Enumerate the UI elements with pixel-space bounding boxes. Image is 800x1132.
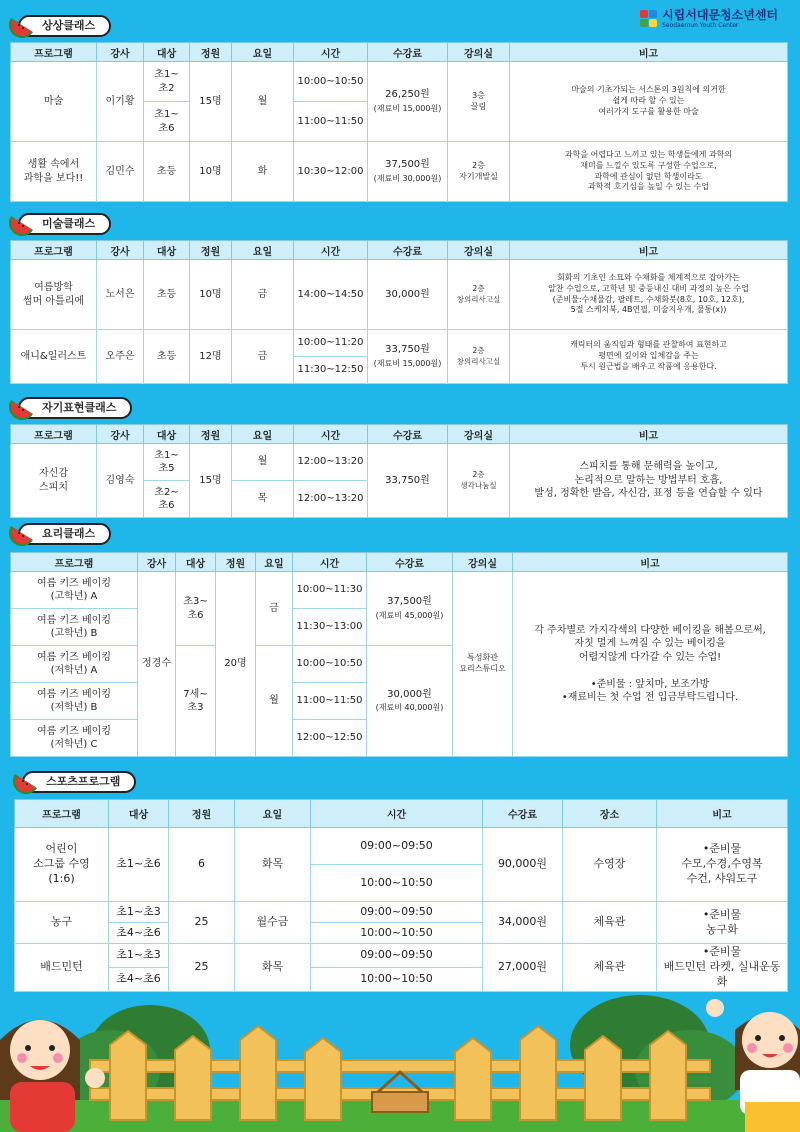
fee-amount: 30,000원 <box>385 288 430 300</box>
time-cell: 12:00~12:50 <box>293 720 367 757</box>
header-cell: 프로그램 <box>11 43 97 62</box>
fee-amount: 33,750원 <box>385 474 430 486</box>
section-title: 스포츠프로그램 <box>22 771 136 793</box>
day-cell: 금 <box>256 572 293 646</box>
header-cell: 요일 <box>232 241 294 260</box>
place-cell: 수영장 <box>563 828 657 902</box>
picnic-basket-icon <box>372 1072 428 1112</box>
note-cell: •준비물 농구화 <box>657 902 788 944</box>
target-cell: 초1~ 초5 <box>144 444 190 481</box>
header-cell: 프로그램 <box>11 241 97 260</box>
note-cell: 회화의 기초인 소묘와 수채화를 체계적으로 잡아가는 알찬 수업으로, 고학년 및 중등내신 대비 과정의 높은 수업 (준비물:수채물감, 팔레트, 수채화붓(8호, 10호, 12호), 5절 스케치북, 4B연필, 미술지우개, 물통(x)) <box>510 260 788 330</box>
art-table <box>10 240 788 384</box>
target-cell: 초등 <box>144 142 190 202</box>
time-cell: 09:00~09:50 <box>311 902 483 923</box>
logo-english: Seodaemun Youth Center <box>662 22 739 29</box>
watermelon-icon <box>8 520 36 548</box>
capacity-cell: 10명 <box>190 260 232 330</box>
fee-cell: 90,000원 <box>483 828 563 902</box>
target-cell: 초1~ 초2 <box>144 62 190 102</box>
header-cell: 요일 <box>235 800 311 828</box>
time-cell: 10:00~10:50 <box>311 923 483 944</box>
header-cell: 정원 <box>216 553 256 572</box>
fee-note: (재료비 15,000원) <box>373 358 442 368</box>
table-header-row <box>11 241 788 260</box>
fee-cell <box>368 260 448 330</box>
time-cell: 11:30~13:00 <box>293 609 367 646</box>
program-cell: 마술 <box>11 62 97 142</box>
header-cell: 시간 <box>311 800 483 828</box>
section-title: 요리클래스 <box>18 523 111 545</box>
sports-table <box>14 799 788 992</box>
day-cell: 목 <box>232 481 294 518</box>
day-cell: 월 <box>232 62 294 142</box>
section-label-sangsang <box>8 16 111 36</box>
header-cell: 강의실 <box>448 241 510 260</box>
table-row <box>11 62 788 102</box>
time-cell: 11:30~12:50 <box>294 357 368 384</box>
target-cell: 초1~초3 <box>109 902 169 923</box>
target-cell: 초2~ 초6 <box>144 481 190 518</box>
watermelon-icon <box>12 768 40 796</box>
room-cell: 3층 끌림 <box>448 62 510 142</box>
time-cell: 10:00~11:20 <box>294 330 368 357</box>
header-cell: 시간 <box>294 425 368 444</box>
header-cell: 비고 <box>657 800 788 828</box>
header-cell: 대상 <box>144 241 190 260</box>
time-cell: 10:00~10:50 <box>294 62 368 102</box>
header-cell: 대상 <box>109 800 169 828</box>
header-cell: 강사 <box>97 425 144 444</box>
note-cell: •준비물 배드민턴 라켓, 실내운동화 <box>657 944 788 992</box>
header-cell: 요일 <box>256 553 293 572</box>
program-cell: 배드민턴 <box>15 944 109 992</box>
header-cell: 시간 <box>294 241 368 260</box>
table-header-row <box>11 43 788 62</box>
header-cell: 대상 <box>176 553 216 572</box>
capacity-cell: 15명 <box>190 62 232 142</box>
header-cell: 대상 <box>144 43 190 62</box>
teacher-cell: 김민수 <box>97 142 144 202</box>
section-label-expression <box>8 398 132 418</box>
header-cell: 시간 <box>293 553 367 572</box>
room-cell: 2층 창의리사고실 <box>448 330 510 384</box>
table-row <box>11 444 788 481</box>
header-cell: 요일 <box>232 425 294 444</box>
time-cell: 10:00~10:50 <box>311 967 483 991</box>
header-cell: 정원 <box>169 800 235 828</box>
header-cell: 강의실 <box>453 553 513 572</box>
time-cell: 11:00~11:50 <box>293 683 367 720</box>
day-cell: 화 <box>232 142 294 202</box>
note-cell: 스피치를 통해 문해력을 높이고, 논리적으로 말하는 방법부터 호흡, 발성, 정확한 발음, 자신감, 표정 등을 연습할 수 있다 <box>510 444 788 518</box>
program-cell: 어린이 소그룹 수영 (1:6) <box>15 828 109 902</box>
table-row <box>11 260 788 330</box>
program-cell: 여름 키즈 베이킹 (저학년) B <box>11 683 138 720</box>
fee-cell <box>368 444 448 518</box>
fee-cell: 27,000원 <box>483 944 563 992</box>
capacity-cell: 25 <box>169 944 235 992</box>
target-cell: 초4~초6 <box>109 923 169 944</box>
day-cell: 금 <box>232 260 294 330</box>
teacher-cell: 노서은 <box>97 260 144 330</box>
logo-mark-icon <box>640 10 658 28</box>
table-row <box>15 828 788 865</box>
day-cell: 월 <box>256 646 293 757</box>
header-cell: 강의실 <box>448 43 510 62</box>
header-cell: 프로그램 <box>11 425 97 444</box>
program-cell: 여름 키즈 베이킹 (고학년) A <box>11 572 138 609</box>
fee-amount: 26,250원 <box>385 89 430 100</box>
section-label-sports <box>12 772 136 792</box>
day-cell: 월 <box>232 444 294 481</box>
header-cell: 프로그램 <box>15 800 109 828</box>
teacher-cell: 김영숙 <box>97 444 144 518</box>
time-cell: 09:00~09:50 <box>311 944 483 968</box>
fee-cell <box>368 62 448 142</box>
capacity-cell: 12명 <box>190 330 232 384</box>
fee-note: (재료비 30,000원) <box>373 173 442 183</box>
target-cell: 초1~초3 <box>109 944 169 968</box>
day-cell: 화목 <box>235 944 311 992</box>
header-cell: 대상 <box>144 425 190 444</box>
section-label-cooking <box>8 524 111 544</box>
watermelon-icon <box>8 12 36 40</box>
center-logo <box>640 4 778 34</box>
header-cell: 수강료 <box>368 425 448 444</box>
program-cell: 자신감 스피치 <box>11 444 97 518</box>
note-cell: 각 주차별로 가지각색의 다양한 베이킹을 해봄으로써, 자칫 멀게 느껴질 수 있는 베이킹을 어렵지않게 다가갈 수 있는 수업! •준비물 : 앞치마, 보조가방 •재료비는 첫 수업 전 입금부탁드립니다. <box>513 572 788 757</box>
note-cell: 과학을 어렵다고 느끼고 있는 학생들에게 과학의 재미를 느낄수 있도록 구성한 수업으로, 과학에 관심이 없던 학생이라도 과학적 호기심을 높일 수 있는 수업 <box>510 142 788 202</box>
fee-note: (재료비 45,000원) <box>375 610 444 620</box>
section-label-art <box>8 214 111 234</box>
logo-name: 시립서대문청소년센터 <box>662 8 778 22</box>
section-title: 미술클래스 <box>18 213 111 235</box>
header-cell: 수강료 <box>368 43 448 62</box>
capacity-cell: 15명 <box>190 444 232 518</box>
fee-amount: 37,500원 <box>387 596 432 607</box>
fee-note: (재료비 15,000원) <box>373 103 442 113</box>
day-cell: 월수금 <box>235 902 311 944</box>
table-row <box>11 142 788 202</box>
teacher-cell: 정경수 <box>138 572 176 757</box>
fee-cell <box>367 572 453 646</box>
target-cell: 초등 <box>144 260 190 330</box>
table-row <box>11 330 788 357</box>
target-cell: 초1~초6 <box>109 828 169 902</box>
room-cell: 2층 자기개발실 <box>448 142 510 202</box>
table-row <box>11 572 788 609</box>
target-cell: 초4~초6 <box>109 967 169 991</box>
fee-amount: 37,500원 <box>385 159 430 170</box>
playground-illustration <box>0 990 800 1132</box>
program-cell: 농구 <box>15 902 109 944</box>
program-cell: 여름방학 썸머 아틀리에 <box>11 260 97 330</box>
time-cell: 11:00~11:50 <box>294 102 368 142</box>
program-cell: 여름 키즈 베이킹 (고학년) B <box>11 609 138 646</box>
note-cell: 캐릭터의 움직임과 형태를 관찰하여 표현하고 평면에 깊이와 입체감을 주는 투시 원근법을 배우고 작품에 응용한다. <box>510 330 788 384</box>
fee-note: (재료비 40,000원) <box>375 703 444 712</box>
room-cell: 2층 생각나눔실 <box>448 444 510 518</box>
table-row <box>15 902 788 923</box>
teacher-cell: 오주은 <box>97 330 144 384</box>
header-cell: 강사 <box>138 553 176 572</box>
header-cell: 장소 <box>563 800 657 828</box>
fee-amount: 30,000원 <box>387 688 432 700</box>
teacher-cell: 이기황 <box>97 62 144 142</box>
program-cell: 여름 키즈 베이킹 (저학년) A <box>11 646 138 683</box>
header-cell: 비고 <box>513 553 788 572</box>
time-cell: 10:00~10:50 <box>293 646 367 683</box>
expression-table <box>10 424 788 518</box>
note-cell: •준비물 수모,수경,수영복 수건, 샤워도구 <box>657 828 788 902</box>
time-cell: 09:00~09:50 <box>311 828 483 865</box>
header-cell: 수강료 <box>368 241 448 260</box>
header-cell: 프로그램 <box>11 553 138 572</box>
table-header-row <box>15 800 788 828</box>
header-cell: 비고 <box>510 43 788 62</box>
fee-cell <box>367 646 453 757</box>
table-header-row <box>11 553 788 572</box>
watermelon-icon <box>8 394 36 422</box>
header-cell: 강사 <box>97 43 144 62</box>
header-cell: 수강료 <box>483 800 563 828</box>
fee-cell <box>368 330 448 384</box>
program-cell: 생활 속에서 과학을 보다!! <box>11 142 97 202</box>
time-cell: 12:00~13:20 <box>294 481 368 518</box>
room-cell: 특성화관 요리스튜디오 <box>453 572 513 757</box>
day-cell: 금 <box>232 330 294 384</box>
day-cell: 화목 <box>235 828 311 902</box>
capacity-cell: 20명 <box>216 572 256 757</box>
fee-cell <box>368 142 448 202</box>
header-cell: 강의실 <box>448 425 510 444</box>
program-cell: 여름 키즈 베이킹 (저학년) C <box>11 720 138 757</box>
note-cell: 마술의 기초가되는 서스톤의 3원칙에 의거한 쉽게 따라 할 수 있는 여러가지 도구를 활용한 마술 <box>510 62 788 142</box>
watermelon-icon <box>8 210 36 238</box>
fee-cell: 34,000원 <box>483 902 563 944</box>
header-cell: 시간 <box>294 43 368 62</box>
fee-amount: 33,750원 <box>385 344 430 355</box>
header-cell: 수강료 <box>367 553 453 572</box>
header-cell: 비고 <box>510 241 788 260</box>
target-cell: 7세~ 초3 <box>176 646 216 757</box>
header-cell: 요일 <box>232 43 294 62</box>
time-cell: 10:30~12:00 <box>294 142 368 202</box>
place-cell: 체육관 <box>563 944 657 992</box>
section-title: 자기표현클래스 <box>18 397 132 419</box>
program-cell: 애니&일러스트 <box>11 330 97 384</box>
header-cell: 강사 <box>97 241 144 260</box>
time-cell: 10:00~11:30 <box>293 572 367 609</box>
place-cell: 체육관 <box>563 902 657 944</box>
table-row <box>15 944 788 968</box>
time-cell: 10:00~10:50 <box>311 865 483 902</box>
header-cell: 정원 <box>190 425 232 444</box>
table-header-row <box>11 425 788 444</box>
target-cell: 초3~ 초6 <box>176 572 216 646</box>
cooking-table <box>10 552 788 757</box>
room-cell: 2층 창의리사고실 <box>448 260 510 330</box>
sangsang-table <box>10 42 788 202</box>
capacity-cell: 25 <box>169 902 235 944</box>
target-cell: 초1~ 초6 <box>144 102 190 142</box>
header-cell: 비고 <box>510 425 788 444</box>
time-cell: 12:00~13:20 <box>294 444 368 481</box>
capacity-cell: 10명 <box>190 142 232 202</box>
section-title: 상상클래스 <box>18 15 111 37</box>
header-cell: 정원 <box>190 241 232 260</box>
header-cell: 정원 <box>190 43 232 62</box>
target-cell: 초등 <box>144 330 190 384</box>
capacity-cell: 6 <box>169 828 235 902</box>
time-cell: 14:00~14:50 <box>294 260 368 330</box>
